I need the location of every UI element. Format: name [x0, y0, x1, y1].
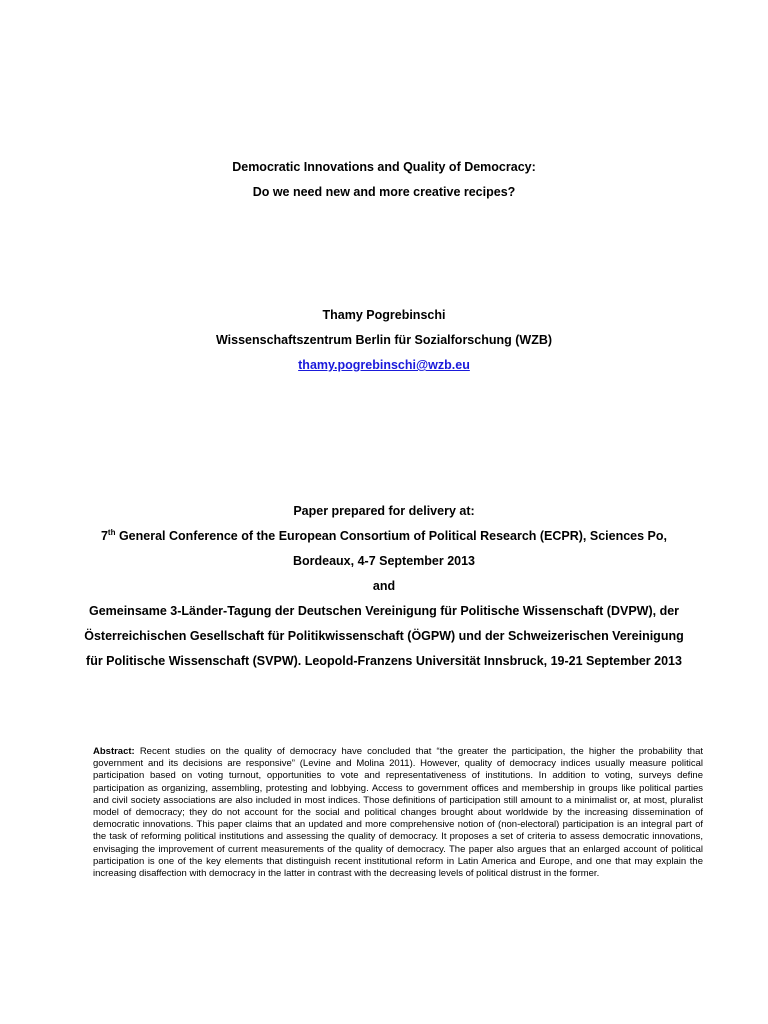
- title-line-2: Do we need new and more creative recipes?: [252, 185, 516, 199]
- conference-and: and: [372, 579, 396, 593]
- conference-ordinal-suffix: th: [107, 527, 116, 537]
- abstract-label: Abstract:: [93, 746, 135, 757]
- abstract-paragraph: [93, 746, 703, 880]
- conference-line-1-text: General Conference of the European Consortium of Political Research (ECPR), Sciences Po,: [115, 529, 668, 543]
- title-line-1: Democratic Innovations and Quality of Democracy:: [232, 160, 536, 174]
- conference-line-2: Bordeaux, 4-7 September 2013: [292, 554, 476, 568]
- author-affiliation: Wissenschaftszentrum Berlin für Sozialforschung (WZB): [215, 333, 553, 347]
- delivery-heading: Paper prepared for delivery at:: [293, 504, 475, 518]
- author-name: Thamy Pogrebinschi: [322, 308, 446, 322]
- second-conference-line-1: Gemeinsame 3-Länder-Tagung der Deutschen Vereinigung für Politische Wissenschaft (DVPW), der: [88, 604, 680, 618]
- author-email-link[interactable]: thamy.pogrebinschi@wzb.eu: [298, 358, 470, 372]
- conference-line-1: [0, 529, 768, 543]
- second-conference-line-3: für Politische Wissenschaft (SVPW). Leopold-Franzens Universität Innsbruck, 19-21 September 2013: [86, 654, 682, 668]
- conference-ordinal: 7: [100, 529, 108, 543]
- second-conference-line-2: Österreichischen Gesellschaft für Politikwissenschaft (ÖGPW) und der Schweizerischen Vereinigung: [84, 629, 684, 643]
- abstract-text: Recent studies on the quality of democracy have concluded that “the greater the participation, the higher the probability that government and its decisions are responsive” (Levine and Molina 2011). However, quality of democracy indices usually measure political participation based on voting turnout, opportunities to vote and representativeness of institutions. In addition to voting, surveys define participation as organizing, assembling, protesting and lobbying. Access to government offices and membership in groups like political parties and civil society associations are also included in most indices. Those definitions of participation still amount to a minimalist or, at most, pluralist model of democracy; they do not account for the social and political changes brought about worldwide by the increasing dissemination of democratic innovations. This paper claims that an updated and more comprehensive notion of (non-electoral) participation is an integral part of the task of reforming political institutions and assessing the quality of democracy. It proposes a set of criteria to assess democratic innovations, envisaging the improvement of current measurements of the quality of democracy. The paper also argues that an enlarged account of political participation is one of the key elements that distinguish recent institutional reform in Latin America and Europe, and one that may explain the increasing disaffection with democracy in the latter in contrast with the decreasing levels of political distrust in the former.: [93, 746, 703, 880]
- author-email-line: [0, 358, 768, 372]
